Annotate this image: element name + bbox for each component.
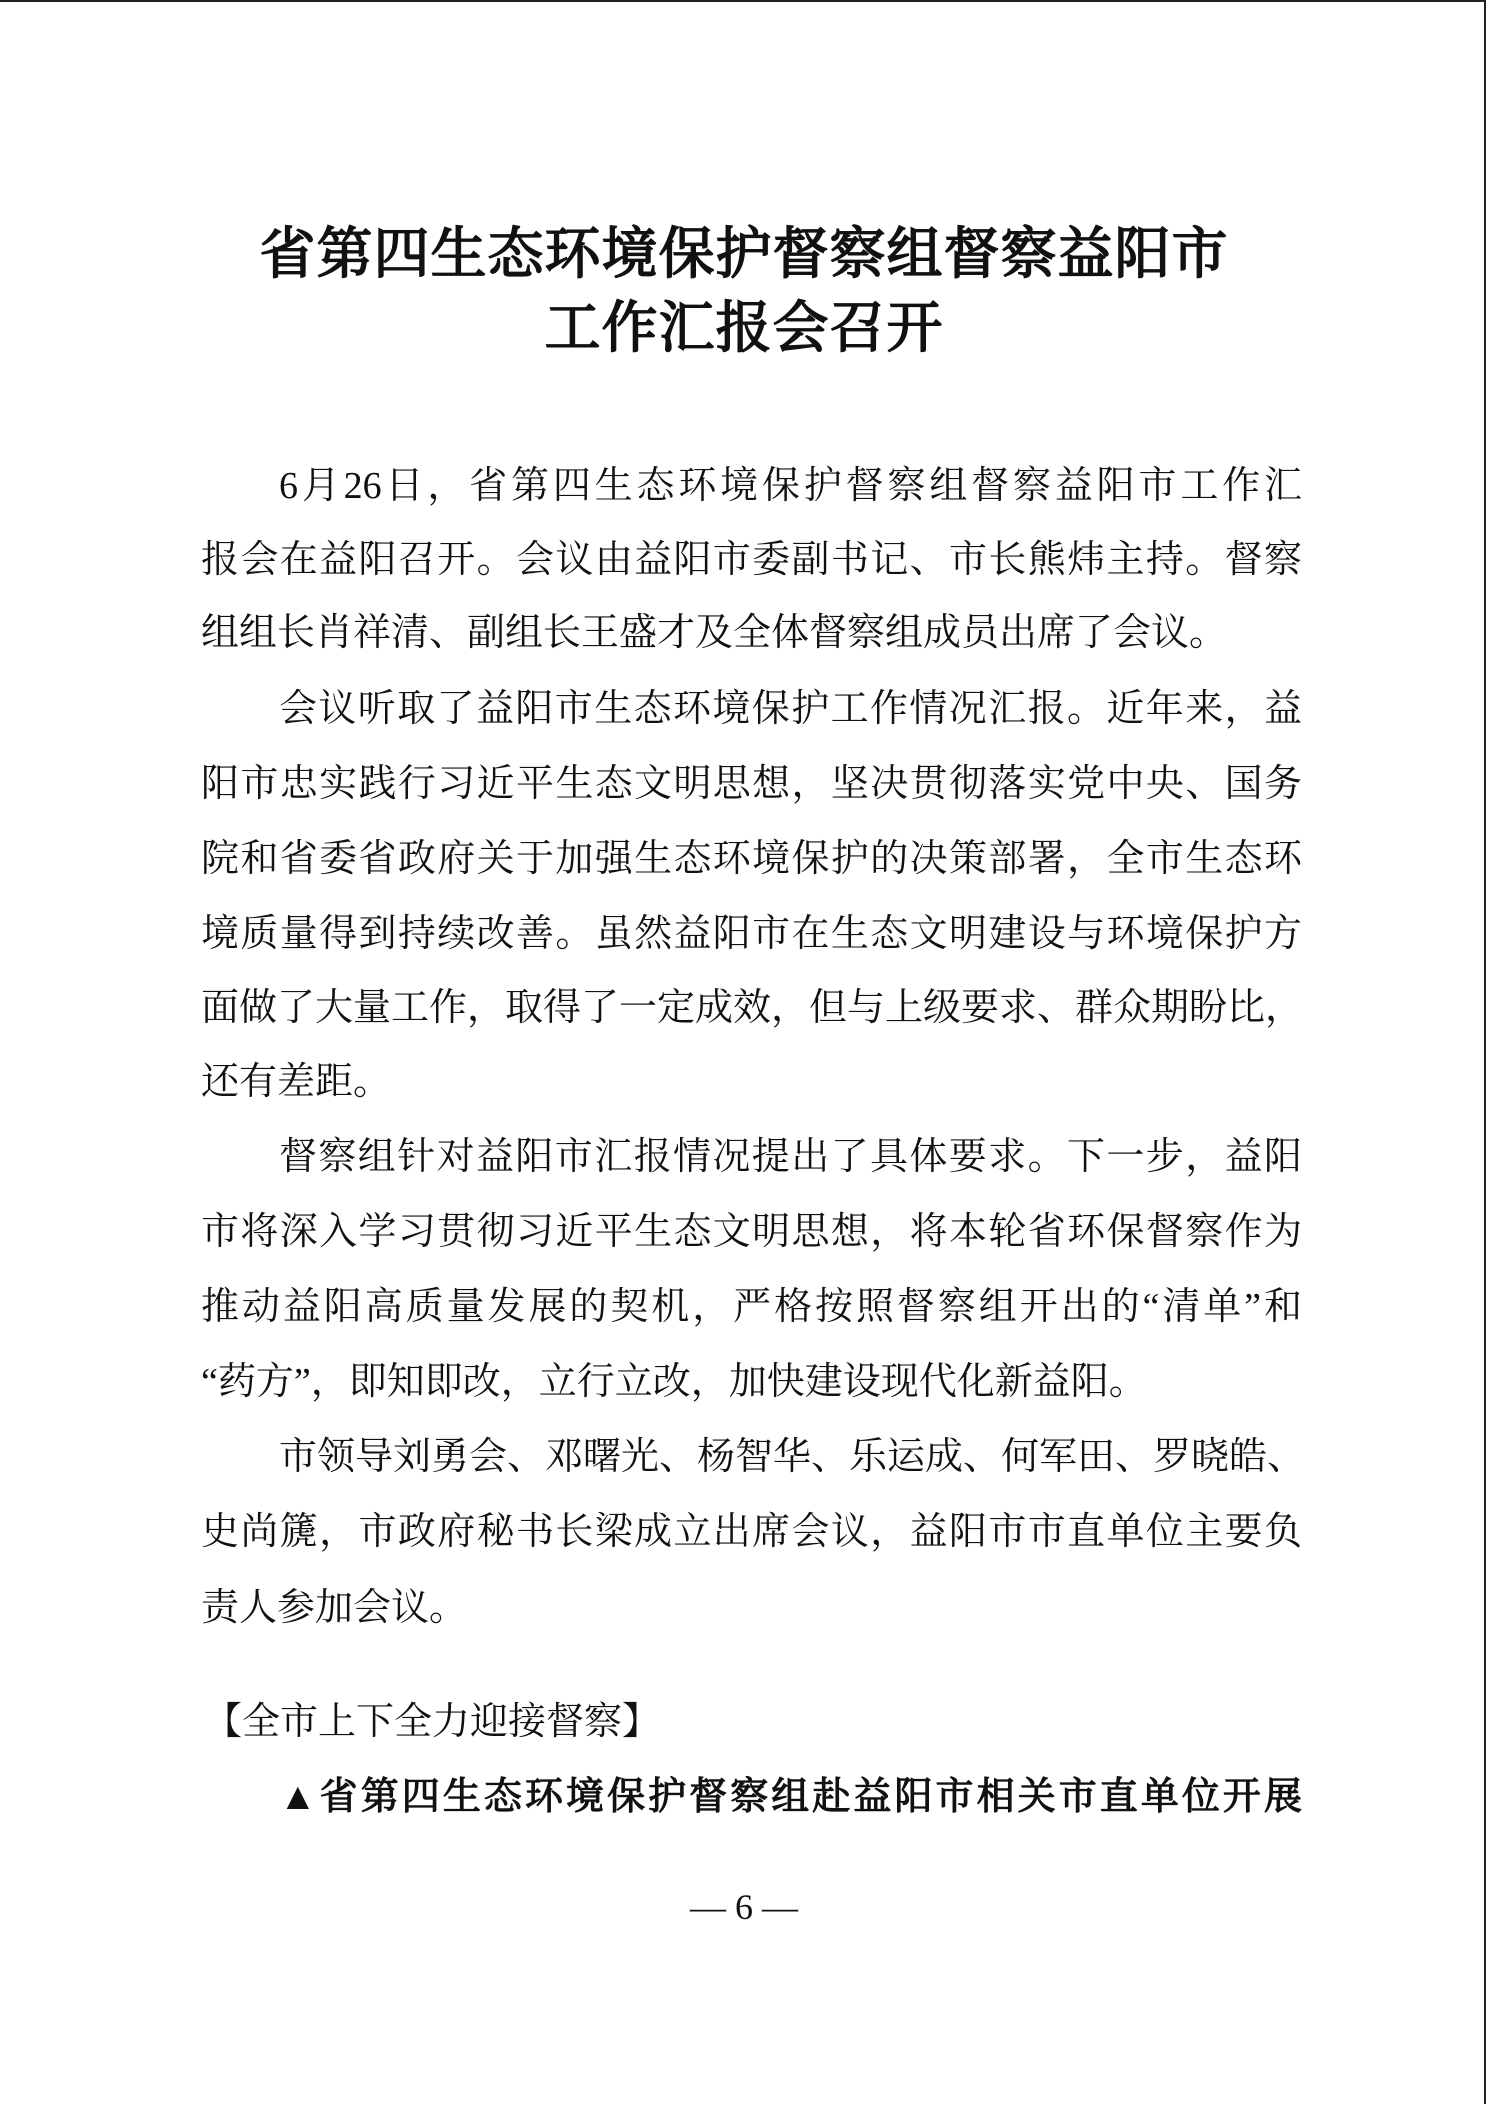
paragraph-2-line: 院和省委省政府关于加强生态环境保护的决策部署，全市生态环 [201,838,1302,880]
paragraph-3-line: 督察组针对益阳市汇报情况提出了具体要求。下一步，益阳 [279,1136,1302,1178]
paragraph-1-line: 报会在益阳召开。会议由益阳市委副书记、市长熊炜主持。督察 [201,539,1302,581]
section-heading: 【全市上下全力迎接督察】 [204,1701,661,1743]
paragraph-4-line: 责人参加会议。 [201,1587,468,1629]
paragraph-4-line: 史尚篪，市政府秘书长梁成立出席会议，益阳市市直单位主要负 [201,1511,1302,1553]
document-title-line-2: 工作汇报会召开 [544,298,944,360]
paragraph-3-line: 市将深入学习贯彻习近平生态文明思想，将本轮省环保督察作为 [201,1211,1302,1253]
paragraph-1-line: 6月26日，省第四生态环境保护督察组督察益阳市工作汇 [279,465,1302,507]
document-title-line-1: 省第四生态环境保护督察组督察益阳市 [259,224,1229,286]
paragraph-2-line: 境质量得到持续改善。虽然益阳市在生态文明建设与环境保护方 [201,913,1302,955]
paragraph-2-line: 还有差距。 [201,1061,392,1103]
bullet-caption: ▲省第四生态环境保护督察组赴益阳市相关市直单位开展 [279,1776,1302,1818]
paragraph-3-line: “药方”，即知即改，立行立改，加快建设现代化新益阳。 [201,1361,1147,1403]
page-number: — 6 — [690,1887,798,1927]
paragraph-2-line: 会议听取了益阳市生态环境保护工作情况汇报。近年来，益 [279,688,1302,730]
paragraph-4-line: 市领导刘勇会、邓曙光、杨智华、乐运成、何军田、罗晓皓、 [279,1436,1306,1478]
paragraph-2-line: 阳市忠实践行习近平生态文明思想，坚决贯彻落实党中央、国务 [201,763,1302,805]
paragraph-1-line: 组组长肖祥清、副组长王盛才及全体督察组成员出席了会议。 [201,612,1228,654]
paragraph-2-line: 面做了大量工作，取得了一定成效，但与上级要求、群众期盼比， [201,987,1304,1029]
paragraph-3-line: 推动益阳高质量发展的契机，严格按照督察组开出的“清单”和 [201,1286,1302,1328]
